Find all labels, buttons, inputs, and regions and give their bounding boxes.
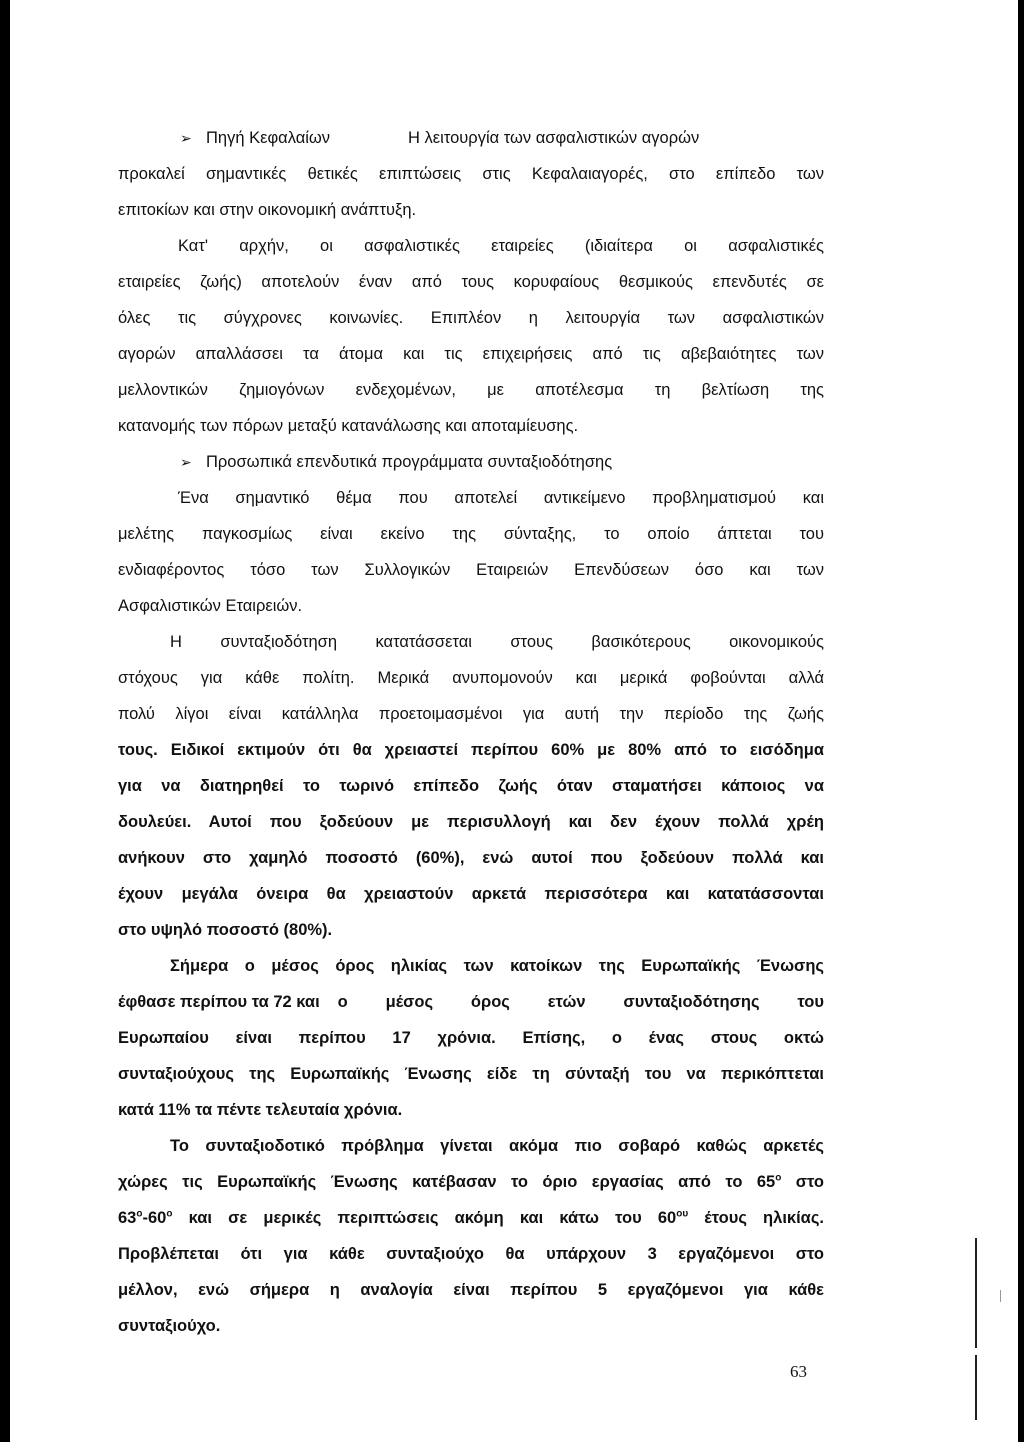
page-number: 63 xyxy=(790,1362,807,1381)
text-line: ανήκουν στο χαμηλό ποσοστό (60%), ενώ αυτοί που ξοδεύουν πολλά και xyxy=(118,849,824,867)
scan-margin-rule xyxy=(975,1238,977,1348)
text-line: Ένα σημαντικό θέμα που αποτελεί αντικείμενο προβληματισμού και xyxy=(178,489,824,507)
text-line: πολύ λίγοι είναι κατάλληλα προετοιμασμένοι για αυτή την περίοδο της ζωής xyxy=(118,705,824,723)
text-line: επιτοκίων και στην οικονομική ανάπτυξη. xyxy=(118,201,417,219)
degree-mark: ο xyxy=(166,1208,173,1220)
text-line: Ασφαλιστικών Εταιρειών. xyxy=(118,597,303,615)
text-line: στο υψηλό ποσοστό (80%). xyxy=(118,921,333,939)
text-line: ενδιαφέροντος τόσο των Συλλογικών Εταιρειών Επενδύσεων όσο και των xyxy=(118,561,824,579)
text-line: για να διατηρηθεί το τωρινό επίπεδο ζωής όταν σταματήσει κάποιος να xyxy=(118,777,824,795)
text-line: εταιρείες ζωής) αποτελούν έναν από τους κορυφαίους θεσμικούς επενδυτές σε xyxy=(118,273,824,291)
text-line xyxy=(118,1208,824,1228)
text-line: Προβλέπεται ότι για κάθε συνταξιούχο θα υπάρχουν 3 εργαζόμενοι στο xyxy=(118,1245,824,1263)
text-line: Σήμερα ο μέσος όρος ηλικίας των κατοίκων της Ευρωπαϊκής Ένωσης xyxy=(170,957,824,975)
text-line: συνταξιούχο. xyxy=(118,1317,221,1335)
text-line: μελλοντικών ζημιογόνων ενδεχομένων, με αποτέλεσμα τη βελτίωση της xyxy=(118,381,824,399)
text-line: προκαλεί σημαντικές θετικές επιπτώσεις στις Κεφαλαιαγορές, στο επίπεδο των xyxy=(118,165,824,183)
text-fragment: και σε μερικές περιπτώσεις ακόμη και κάτω του 60 xyxy=(172,1209,677,1227)
arrow-bullet-icon: ➢ xyxy=(180,454,192,470)
ordinal-mark: ου xyxy=(676,1208,689,1220)
text-line: Το συνταξιοδοτικό πρόβλημα γίνεται ακόμα πιο σοβαρό καθώς αρκετές xyxy=(170,1137,824,1155)
section-heading-funding: Πηγή Κεφαλαίων xyxy=(206,129,331,147)
text-line: αγορών απαλλάσσει τα άτομα και τις επιχειρήσεις από τις αβεβαιότητες των xyxy=(118,345,824,363)
text-line xyxy=(118,1172,824,1192)
text-line: Η λειτουργία των ασφαλιστικών αγορών xyxy=(408,129,700,147)
text-line: συνταξιούχους της Ευρωπαϊκής Ένωσης είδε τη σύνταξή του να περικόπτεται xyxy=(118,1065,824,1083)
text-fragment: -60 xyxy=(142,1209,167,1227)
text-line: μέλλον, ενώ σήμερα η αναλογία είναι περίπου 5 εργαζόμενοι για κάθε xyxy=(118,1281,824,1299)
text-line: Η συνταξιοδότηση κατατάσσεται στους βασικότερους οικονομικούς xyxy=(170,633,824,651)
scan-margin-mark xyxy=(1000,1290,1001,1302)
bullet-line-pension-programs xyxy=(180,452,824,472)
text-line: Κατ' αρχήν, οι ασφαλιστικές εταιρείες (ιδιαίτερα οι ασφαλιστικές xyxy=(178,237,824,255)
text-line xyxy=(118,992,824,1012)
text-fragment: 63 xyxy=(118,1209,137,1227)
text-line: έχουν μεγάλα όνειρα θα χρειαστούν αρκετά περισσότερα και κατατάσσονται xyxy=(118,885,824,903)
text-line: τους. Ειδικοί εκτιμούν ότι θα χρειαστεί περίπου 60% με 80% από το εισόδημα xyxy=(118,741,824,759)
arrow-bullet-icon: ➢ xyxy=(180,130,192,146)
text-fragment: χώρες τις Ευρωπαϊκής Ένωσης κατέβασαν το όριο εργασίας από το 65 xyxy=(118,1173,776,1191)
text-line: Ευρωπαίου είναι περίπου 17 χρόνια. Επίσης, ο ένας στους οκτώ xyxy=(118,1029,824,1047)
text-fragment: στο xyxy=(781,1173,824,1191)
scan-margin-rule xyxy=(975,1355,977,1420)
text-fragment: έτους ηλικίας. xyxy=(688,1209,824,1227)
text-line: στόχους για κάθε πολίτη. Μερικά ανυπομονούν και μερικά φοβούνται αλλά xyxy=(118,669,824,687)
degree-mark: ο xyxy=(775,1172,782,1184)
text-line: κατά 11% τα πέντε τελευταία χρόνια. xyxy=(118,1101,403,1119)
bullet-line-funding-source xyxy=(180,128,824,148)
section-heading-pension: Προσωπικά επενδυτικά προγράμματα συνταξιοδότησης xyxy=(206,453,613,471)
text-line: όλες τις σύγχρονες κοινωνίες. Επιπλέον η λειτουργία των ασφαλιστικών xyxy=(118,309,824,327)
text-fragment: ο μέσος όρος ετών συνταξιοδότησης του xyxy=(337,993,824,1011)
text-line: μελέτης παγκοσμίως είναι εκείνο της σύνταξης, το οποίο άπτεται του xyxy=(118,525,824,543)
degree-mark: ο xyxy=(136,1208,143,1220)
text-line: κατανομής των πόρων μεταξύ κατανάλωσης και αποταμίευσης. xyxy=(118,417,579,435)
text-line: δουλεύει. Αυτοί που ξοδεύουν με περισυλλογή και δεν έχουν πολλά χρέη xyxy=(118,813,824,831)
text-fragment: έφθασε περίπου τα 72 και xyxy=(118,993,320,1011)
